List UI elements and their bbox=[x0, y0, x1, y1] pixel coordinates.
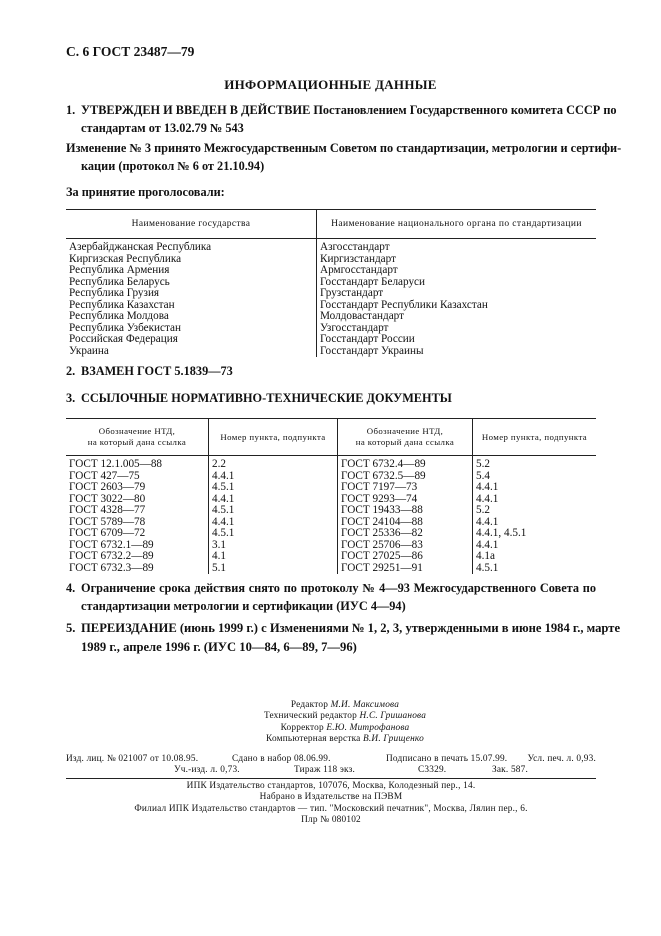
state-name: Киргизская Республика bbox=[69, 252, 182, 265]
state-name: Российская Федерация bbox=[69, 333, 178, 345]
item-5-number: 5. bbox=[66, 621, 76, 635]
publisher-line: Филиал ИПК Издательство стандартов — тип. "Московский печатник", Москва, Лялин пер., 6. bbox=[134, 803, 528, 814]
references-col-point-left: Номер пункта, подпункта bbox=[209, 419, 338, 456]
credit-name: М.И. Максимова bbox=[330, 700, 400, 710]
state-name: Азербайджанская Республика bbox=[69, 241, 212, 253]
publisher-line: Плр № 080102 bbox=[301, 815, 361, 826]
point-number: 5.2 bbox=[476, 504, 490, 516]
item-3 bbox=[66, 389, 452, 407]
item-2-text: ВЗАМЕН ГОСТ 5.1839—73 bbox=[81, 364, 233, 378]
credit-layout bbox=[230, 734, 460, 745]
doc-reference: ГОСТ 6732.2—89 bbox=[69, 550, 154, 562]
point-number: 4.5.1 bbox=[212, 527, 235, 539]
doc-reference: ГОСТ 6732.4—89 bbox=[341, 458, 426, 470]
voting-table-col-state: Наименование государства bbox=[66, 210, 317, 239]
references-col-doc-left bbox=[66, 419, 209, 456]
item-1-line1: УТВЕРЖДЕН И ВВЕДЕН В ДЕЙСТВИЕ Постановлением Государственного комитета СССР по bbox=[81, 103, 617, 117]
credit-label: Технический редактор bbox=[263, 711, 357, 722]
point-number: 4.4.1 bbox=[476, 481, 499, 493]
point-number: 4.1а bbox=[476, 550, 495, 562]
page-header: С. 6 ГОСТ 23487—79 bbox=[66, 44, 195, 59]
credit-corrector bbox=[230, 723, 460, 734]
voting-table-col-body: Наименование национального органа по стандартизации bbox=[317, 210, 597, 239]
point-list-right bbox=[473, 456, 597, 575]
doc-reference: ГОСТ 25336—82 bbox=[341, 527, 423, 539]
state-name: Украина bbox=[69, 344, 109, 357]
references-table bbox=[66, 418, 596, 574]
item-3-number: 3. bbox=[66, 391, 76, 405]
typeset-date: Сдано в набор 08.06.99. bbox=[232, 754, 331, 764]
publisher-sheets: Уч.-изд. л. 0,73. bbox=[174, 765, 240, 775]
doc-reference: ГОСТ 27025—86 bbox=[341, 550, 423, 562]
doc-reference: ГОСТ 5789—78 bbox=[69, 515, 146, 528]
point-number: 4.1 bbox=[212, 550, 226, 562]
change-3-line1: Изменение № 3 принято Межгосударственным Советом по стандартизации, метрологии и сертифи- bbox=[66, 141, 622, 155]
item-3-text: ССЫЛОЧНЫЕ НОРМАТИВНО-ТЕХНИЧЕСКИЕ ДОКУМЕНТЫ bbox=[81, 391, 452, 405]
standards-body-name: Узгосстандарт bbox=[320, 321, 389, 334]
license-info: Изд. лиц. № 021007 от 10.08.95. bbox=[66, 754, 199, 764]
doc-reference: ГОСТ 29251—91 bbox=[341, 561, 423, 574]
item-5-line1: ПЕРЕИЗДАНИЕ (июнь 1999 г.) с Изменениями № 1, 2, 3, утвержденными в июне 1984 г., марте bbox=[81, 621, 621, 635]
imprint bbox=[66, 754, 596, 779]
print-run: Тираж 118 экз. bbox=[294, 765, 356, 775]
point-number: 5.2 bbox=[476, 458, 490, 470]
state-name: Республика Узбекистан bbox=[69, 321, 181, 334]
doc-list-left bbox=[66, 456, 209, 575]
voting-table bbox=[66, 209, 596, 357]
point-number: 4.5.1 bbox=[476, 561, 499, 574]
standards-body-name: Молдовастандарт bbox=[320, 310, 405, 322]
page-title: ИНФОРМАЦИОННЫЕ ДАННЫЕ bbox=[224, 77, 437, 92]
doc-reference: ГОСТ 6732.1—89 bbox=[69, 538, 154, 551]
doc-reference: ГОСТ 19433—88 bbox=[341, 504, 423, 516]
standards-body-name: Азгосстандарт bbox=[320, 241, 390, 253]
publisher-info bbox=[66, 781, 596, 827]
item-1-number: 1. bbox=[66, 103, 76, 117]
doc-reference: ГОСТ 24104—88 bbox=[341, 515, 423, 528]
state-name: Республика Армения bbox=[69, 264, 170, 276]
doc-reference: ГОСТ 6709—72 bbox=[69, 527, 146, 539]
signed-date: Подписано в печать 15.07.99. bbox=[386, 754, 508, 764]
item-2-number: 2. bbox=[66, 364, 76, 378]
publisher-line: Набрано в Издательстве на ПЭВМ bbox=[259, 792, 403, 803]
item-4-line2: стандартизации метрологии и сертификации (ИУС 4—94) bbox=[81, 599, 406, 613]
credit-name: В.И. Грищенко bbox=[363, 734, 424, 745]
standards-body-name: Киргизстандарт bbox=[320, 252, 396, 265]
code-number: С3329. bbox=[418, 765, 447, 775]
point-number: 4.4.1, 4.5.1 bbox=[476, 527, 527, 539]
doc-reference: ГОСТ 12.1.005—88 bbox=[69, 458, 163, 470]
item-1-line2: стандартам от 13.02.79 № 543 bbox=[81, 121, 244, 135]
point-number: 4.4.1 bbox=[476, 492, 499, 505]
standards-body-name: Госстандарт Беларуси bbox=[320, 275, 425, 288]
credit-label: Компьютерная верстка bbox=[266, 734, 361, 745]
header-line: Обозначение НТД, bbox=[98, 426, 176, 436]
point-number: 4.4.1 bbox=[212, 492, 235, 505]
standards-body-name: Госстандарт Украины bbox=[320, 344, 424, 357]
point-number: 5.1 bbox=[212, 561, 226, 574]
standards-body-name: Госстандарт России bbox=[320, 333, 415, 345]
doc-reference: ГОСТ 6732.3—89 bbox=[69, 561, 154, 574]
doc-reference: ГОСТ 9293—74 bbox=[341, 492, 418, 505]
item-4 bbox=[66, 579, 596, 615]
credits bbox=[230, 700, 460, 746]
header-line: на который дана ссылка bbox=[87, 437, 187, 447]
point-number: 4.5.1 bbox=[212, 481, 235, 493]
credit-label: Редактор bbox=[290, 700, 329, 710]
publisher-line: ИПК Издательство стандартов, 107076, Москва, Колодезный пер., 14. bbox=[186, 781, 476, 791]
credit-editor bbox=[230, 700, 460, 711]
references-col-point-right: Номер пункта, подпункта bbox=[473, 419, 597, 456]
doc-reference: ГОСТ 25706—83 bbox=[341, 538, 423, 551]
credit-name: Е.Ю. Митрофанова bbox=[326, 722, 410, 733]
doc-reference: ГОСТ 7197—73 bbox=[341, 481, 418, 493]
point-number: 4.5.1 bbox=[212, 504, 235, 516]
header-line: на который дана ссылка bbox=[355, 437, 455, 447]
credit-name: Н.С. Гришанова bbox=[359, 711, 427, 722]
change-3 bbox=[66, 139, 622, 175]
references-col-doc-right bbox=[338, 419, 473, 456]
state-name: Республика Молдова bbox=[69, 310, 169, 322]
doc-list-right bbox=[338, 456, 473, 575]
credit-label: Корректор bbox=[280, 722, 324, 733]
item-2 bbox=[66, 362, 233, 380]
order-number: Зак. 587. bbox=[492, 765, 529, 775]
state-name: Республика Беларусь bbox=[69, 275, 170, 288]
item-1 bbox=[66, 101, 617, 137]
header-line: Обозначение НТД, bbox=[366, 426, 444, 436]
point-number: 2.2 bbox=[212, 458, 226, 470]
point-list-left bbox=[209, 456, 338, 575]
standards-body-name: Грузстандарт bbox=[320, 287, 384, 299]
point-number: 4.4.1 bbox=[476, 538, 499, 551]
doc-reference: ГОСТ 4328—77 bbox=[69, 504, 146, 516]
printed-sheets: Усл. печ. л. 0,93. bbox=[527, 754, 596, 764]
voted-label: За принятие проголосовали: bbox=[66, 185, 225, 199]
standards-body-name: Госстандарт Республики Казахстан bbox=[320, 298, 488, 311]
item-5-line2: 1989 г., апреле 1996 г. (ИУС 10—84, 6—89, 7—96) bbox=[81, 640, 357, 654]
standards-body-name: Армгосстандарт bbox=[320, 264, 398, 276]
point-number: 4.4.1 bbox=[212, 469, 235, 482]
point-number: 4.4.1 bbox=[212, 515, 235, 528]
body-list bbox=[317, 239, 597, 358]
point-number: 4.4.1 bbox=[476, 515, 499, 528]
doc-reference: ГОСТ 6732.5—89 bbox=[341, 469, 426, 482]
doc-reference: ГОСТ 427—75 bbox=[69, 469, 140, 482]
doc-reference: ГОСТ 3022—80 bbox=[69, 492, 146, 505]
item-5 bbox=[66, 619, 621, 657]
point-number: 3.1 bbox=[212, 538, 226, 551]
state-name: Республика Грузия bbox=[69, 287, 160, 299]
state-name: Республика Казахстан bbox=[69, 298, 175, 311]
point-number: 5.4 bbox=[476, 469, 490, 482]
item-4-line1: Ограничение срока действия снято по протоколу № 4—93 Межгосударственного Совета по bbox=[81, 581, 596, 595]
doc-reference: ГОСТ 2603—79 bbox=[69, 481, 146, 493]
credit-tech-editor bbox=[230, 711, 460, 722]
item-4-number: 4. bbox=[66, 581, 76, 595]
change-3-line2: кации (протокол № 6 от 21.10.94) bbox=[81, 159, 265, 173]
state-list bbox=[66, 239, 317, 358]
